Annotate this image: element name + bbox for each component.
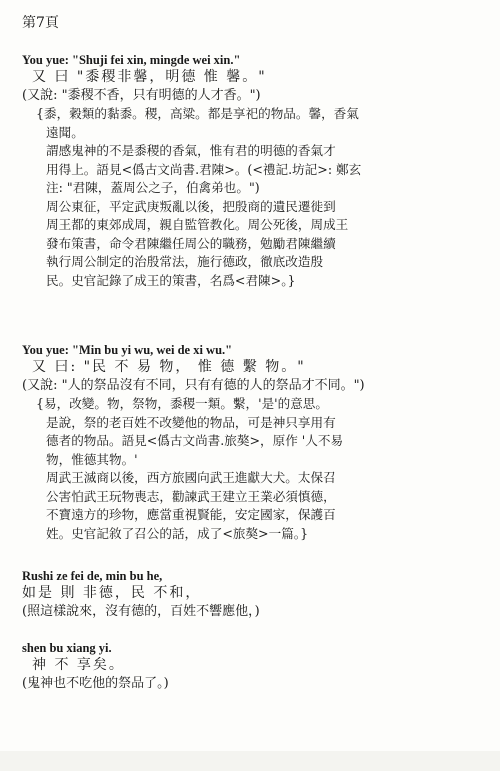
translation-line: (又說: "黍稷不香，只有明德的人才香。"): [22, 88, 261, 103]
pinyin-line: You yue: "Shuji fei xin, mingde wei xin.": [22, 53, 241, 67]
annotation-line: 用得上。語見<僞古文尚書.君陳>。(<禮記.坊記>: 鄭玄: [46, 161, 362, 177]
translation-line: (鬼神也不吃他的祭品了。): [22, 676, 169, 691]
verse-section-4: [22, 640, 484, 693]
annotation: [36, 395, 484, 543]
chinese-line: 又 曰 "黍稷非馨，明德 惟 馨。": [32, 69, 267, 85]
annotation-line: 德者的物品。語見<僞古文尚書.旅獒>，原作 '人不易: [46, 433, 344, 448]
annotation-line: 物，惟德其物。': [46, 451, 138, 467]
page-number: 第7頁: [22, 15, 59, 31]
chinese-line: 又 曰: "民 不 易 物， 惟 德 繫 物。": [32, 359, 306, 375]
annotation-line: {黍，穀類的黏黍。稷，高粱。都是享祀的物品。馨，香氣: [36, 106, 359, 121]
verse-section-1: [22, 52, 484, 290]
annotation-line: 民。史官記錄了成王的策書，名爲<君陳>。}: [46, 272, 296, 288]
annotation-line: 謂感鬼神的不是黍稷的香氣，惟有君的明德的香氣才: [46, 143, 336, 158]
annotation-line: 周王都的東郊成周，親自監管教化。周公死後，周成王: [46, 217, 349, 232]
annotation-line: 遠聞。: [46, 124, 84, 140]
annotation-line: 公害怕武王玩物喪志，勸諫武王建立王業必須慎德，: [46, 488, 336, 504]
annotation-line: 周武王滅商以後，西方旅國向武王進獻大犬。太保召: [46, 470, 336, 485]
pinyin-line: shen bu xiang yi.: [22, 641, 112, 655]
page-bottom-shade: [0, 751, 500, 771]
translation-line: (又說: "人的祭品沒有不同，只有有德的人的祭品才不同。"): [22, 378, 365, 393]
annotation-line: 周公東征，平定武庚叛亂以後，把殷商的遺民遷徙到: [46, 198, 336, 214]
chinese-line: 神 不 享矣。: [32, 657, 125, 673]
pinyin-line: Rushi ze fei de, min bu he,: [22, 569, 163, 583]
annotation-line: 是說，祭的老百姓不改變他的物品，可是神只享用有: [46, 414, 336, 430]
annotation-line: 姓。史官記敘了召公的話，成了<旅獒>一篇。}: [46, 525, 309, 541]
annotation: [36, 105, 484, 290]
pinyin-line: You yue: "Min bu yi wu, wei de xi wu.": [22, 343, 233, 357]
chinese-line: 如是 則 非德，民 不和，: [22, 585, 202, 601]
annotation-line: {易，改變。物，祭物，黍稷一類。繫，'是'的意思。: [36, 396, 328, 411]
translation-line: (照這樣說來，沒有德的，百姓不響應他，): [22, 604, 260, 619]
verse-section-2: [22, 342, 484, 543]
annotation-line: 執行周公制定的治殷常法，施行德政，徹底改造殷: [46, 254, 324, 269]
verse-section-3: [22, 568, 484, 621]
annotation-line: 注: "君陳，蓋周公之子，伯禽弟也。"): [46, 180, 260, 195]
annotation-line: 發布策書，命令君陳繼任周公的職務，勉勵君陳繼續: [46, 235, 336, 251]
annotation-line: 不寶遠方的珍物，應當重視賢能，安定國家，保護百: [46, 507, 336, 522]
